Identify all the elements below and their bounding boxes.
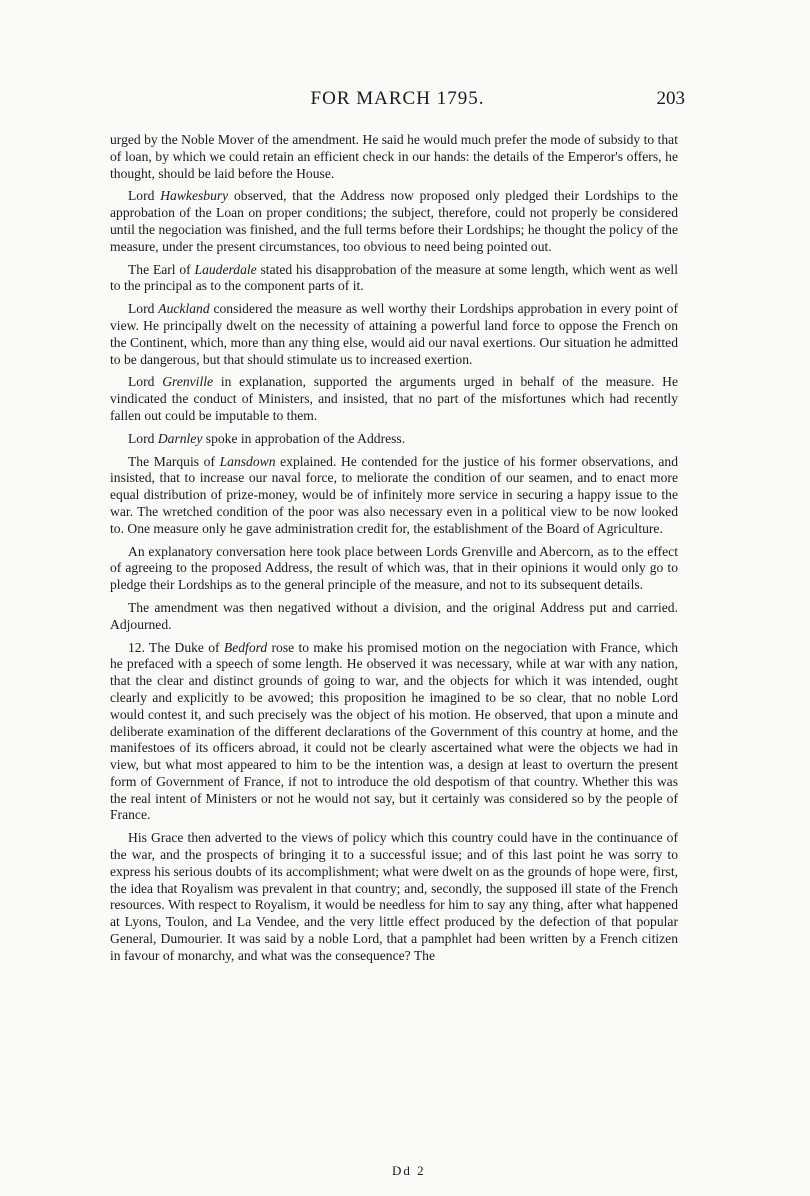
italic-name: Lansdown	[219, 453, 276, 469]
text-run: urged by the Noble Mover of the amendment. He said he would much prefer the mode of subsidy to that of loan, by which we could retain an efficient check in our hands: the details of the Emperor's offers, he thought, should be laid before the House.	[110, 132, 678, 181]
running-title: FOR MARCH 1795.	[310, 88, 485, 109]
paragraph	[110, 374, 678, 424]
text-run: stated his disapprobation of the measure at some length, which went as well to the principal as to the component parts of it.	[110, 261, 678, 294]
text-run: An explanatory conversation here took place between Lords Grenville and Abercorn, as to the effect of agreeing to the proposed Address, the result of which was, that in their opinions it would only go to pledge their Lordships as to the general principle of the measure, and not to its subsequent details.	[110, 543, 678, 593]
paragraph	[110, 262, 678, 296]
paragraph	[110, 132, 678, 182]
text-run: The Marquis of	[128, 453, 220, 469]
text-run: Lord	[128, 301, 159, 317]
paragraph	[110, 600, 678, 634]
text-run: Lord	[128, 374, 163, 390]
paragraph	[110, 301, 678, 368]
text-run: His Grace then adverted to the views of policy which this country could have in the continuance of the war, and the prospects of bringing it to a successful issue; and of this last point he was sorry to express his serious doubts of its accomplishment; what were dwelt on as the grounds of hope were, first, the idea that Royalism was prevalent in that country; and, secondly, the supposed ill state of the French resources. With respect to Royalism, it would be needless for him to say any thing, after what happened at Lyons, Toulon, and La Vendee, and the very little effect produced by the defection of that popular General, Dumourier. It was said by a noble Lord, that a pamphlet had been written by a French citizen in favour of monarchy, and what was the consequence? The	[110, 830, 678, 963]
italic-name: Bedford	[223, 639, 268, 655]
paragraph	[110, 431, 678, 448]
italic-name: Lauderdale	[194, 261, 257, 277]
paragraph	[110, 188, 678, 255]
italic-name: Hawkesbury	[160, 188, 229, 204]
running-header	[110, 88, 685, 118]
text-run: 12. The Duke of	[128, 639, 224, 655]
text-run: in explanation, supported the arguments urged in behalf of the measure. He vindicated the conduct of Ministers, and insisted, that no part of the misfortunes which had recently fallen out could be imputable to them.	[110, 374, 678, 423]
text-run: The amendment was then negatived without a division, and the original Address put and carried. Adjourned.	[110, 599, 678, 632]
text-run: The Earl of	[128, 261, 195, 277]
paragraph	[110, 640, 678, 825]
text-run: explained. He contended for the justice of his former observations, and insisted, that to increase our naval force, to meliorate the condition of our seamen, and to enact more equal distribution of prize-money, would be of infinitely more service in securing a happy issue to the war. The wretched condition of the poor was also necessary even in a political view to be now looked to. One measure only he gave administration credit for, the establishment of the Board of Agriculture.	[110, 453, 678, 536]
text-run: considered the measure as well worthy their Lordships approbation in every point of view. He principally dwelt on the necessity of attaining a powerful land force to oppose the French on the Continent, which, more than any thing else, would aid our naval exertions. Our situation he admitted to be dangerous, but that should stimulate us to increased exertion.	[110, 301, 678, 367]
body-text	[110, 132, 678, 971]
text-run: Lord	[128, 430, 158, 446]
text-run: spoke in approbation of the Address.	[202, 430, 406, 446]
text-run: Lord	[128, 188, 161, 204]
signature-mark: Dd 2	[392, 1163, 426, 1178]
paragraph	[110, 454, 678, 538]
text-run: rose to make his promised motion on the negociation with France, which he prefaced with a speech of some length. He observed it was necessary, while at war with any nation, that the clear and distinct grounds of going to war, and the objects for which it was intended, ought clearly and explicitly to be avowed; this proposition he imagined to be so clear, that no noble Lord would contest it, and such precisely was the object of his motion. He observed, that upon a minute and deliberate examination of the different declarations of the Government of this country at home, and the manifestoes of its officers abroad, it could not be clearly ascertained what were the objects we had in view, but what most appeared to him to be the intention was, a design at least to overturn the present form of Government of France, if not to introduce the old despotism of that country. Whether this was the real intent of Ministers or not he would not say, but it certainly was considered so by the people of France.	[110, 639, 678, 823]
italic-name: Grenville	[162, 374, 214, 390]
italic-name: Darnley	[157, 430, 203, 446]
paragraph	[110, 544, 678, 594]
italic-name: Auckland	[158, 301, 210, 317]
paragraph	[110, 830, 678, 964]
page-number: 203	[656, 88, 685, 109]
text-run: observed, that the Address now proposed only pledged their Lordships to the approbation of the Loan on proper conditions; the subject, therefore, could not properly be considered until the negociation was finished, and the full terms before their Lordships; he thought the policy of the measure, under the present circumstances, too obvious to need being pointed out.	[110, 188, 678, 254]
